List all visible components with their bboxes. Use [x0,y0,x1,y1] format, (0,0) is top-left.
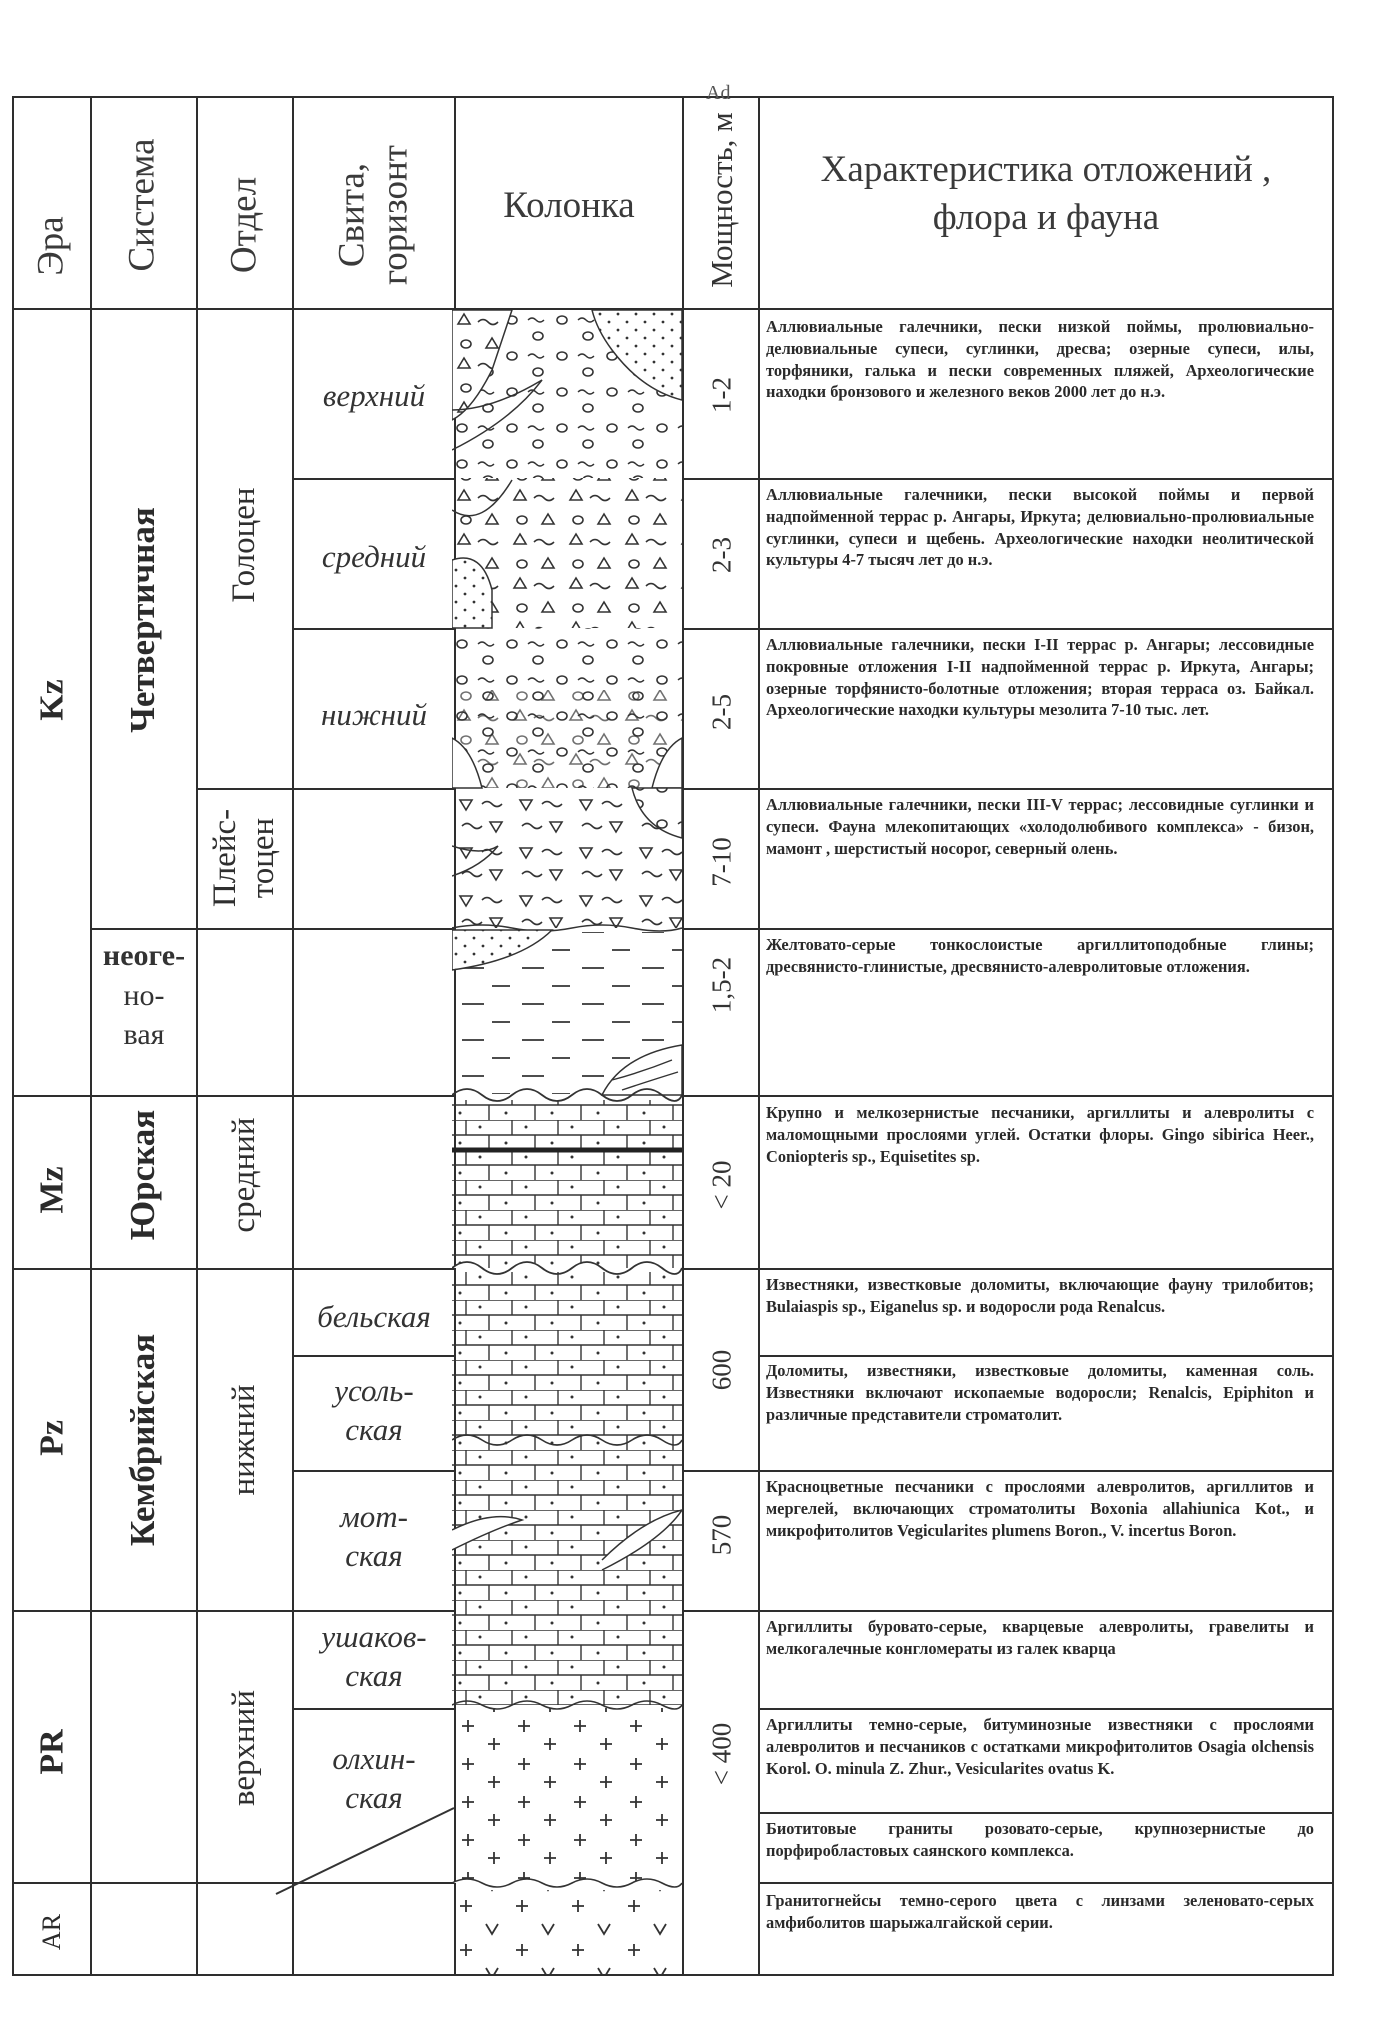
page-mark: Ad [706,82,731,104]
suite-divider-1 [292,478,456,480]
dept-holocene: Голоцен [226,487,263,603]
suite-usolskaya [294,1372,454,1450]
suite-motskaya-line2: ская [345,1537,403,1573]
suite-middle: средний [321,539,427,574]
table-border-left [12,96,14,1976]
desc-ar: Гранитогнейсы темно-серого цвета с линзами зеленовато-серых амфиболитов шарыжалгайской серии. [766,1891,1314,1932]
suite-belskaya: бельская [317,1299,431,1334]
col-line-1 [90,96,92,1976]
era-pz: Pz [33,1420,71,1456]
thick-divider-7 [682,1470,760,1472]
header-characteristic-line2: флора и фауна [932,197,1160,239]
system-divider-4 [90,1610,198,1612]
dept-pleistocene-line2: тоцен [245,817,281,899]
table-border-bottom [12,1974,1334,1976]
suite-divider-4 [292,928,456,930]
system-neogene-line3: вая [123,1018,165,1052]
col-line-5 [682,96,684,1976]
col-line-2 [196,96,198,1976]
system-divider-5 [90,1882,198,1884]
suite-divider-7 [292,1355,456,1357]
era-kz: Kz [33,679,71,721]
era-ar: AR [37,1913,67,1951]
era-pr: PR [33,1729,71,1775]
header-column: Колонка [503,185,635,226]
suite-olkhinskaya-line2: ская [345,1779,403,1815]
desc-motskaya: Красноцветные песчаники с прослоями алевролитов, аргиллитов и мергелей, включающих строматолиты Boxonia allahiunica Kot., и микрофитолитов Vegicularites plumens Boron., V. incertus Boron. [766,1477,1314,1540]
thick-cambrian-lower: 570 [706,1514,737,1556]
thick-middle: 2-3 [706,537,737,573]
era-divider-3 [12,1610,92,1612]
dept-divider-4 [196,1268,294,1270]
dept-divider-3 [196,1095,294,1097]
dept-divider-1 [196,788,294,790]
suite-divider-10 [292,1708,456,1710]
suite-ushakovskaya-line1: ушаков- [321,1619,427,1654]
lithology-column [452,310,682,1974]
desc-olkhinskaya: Аргиллиты темно-серые, битуминозные известняки с прослоями алевролитов и песчаников с остатками микрофитолитов Osagia olchensis Korol. O. minula Z. Zhur., Vesicularites ovatus K. [766,1715,1314,1778]
system-divider-3 [90,1268,198,1270]
suite-lower: нижний [320,697,428,732]
desc-granites: Биотитовые граниты розовато-серые, крупнозернистые до порфиробластовых саянского комплекса. [766,1819,1314,1860]
system-quaternary: Четвертичная [122,507,162,733]
thick-divider-1 [682,478,760,480]
era-divider-4 [12,1882,92,1884]
system-neogene-line2: но- [123,978,165,1012]
desc-divider-8 [758,1470,1334,1472]
thick-divider-3 [682,788,760,790]
suite-divider-9 [292,1610,456,1612]
header-era: Эра [30,216,72,276]
system-divider-2 [90,1095,198,1097]
suite-divider-6 [292,1268,456,1270]
desc-divider-6 [758,1268,1334,1270]
desc-divider-11 [758,1812,1334,1814]
dept-cambrian-lower: нижний [226,1384,263,1496]
system-neogene-line1: неоге- [102,939,186,972]
thick-neogene: 1,5-2 [706,956,737,1014]
dept-pleistocene [207,809,283,907]
desc-divider-12 [758,1882,1334,1884]
suite-usolskaya-line2: ская [345,1411,403,1447]
thick-divider-4 [682,928,760,930]
col-line-6 [758,96,760,1976]
suite-divider-5 [292,1095,456,1097]
desc-divider-7 [758,1355,1334,1357]
desc-divider-3 [758,788,1334,790]
suite-divider-3 [292,788,456,790]
desc-lower: Аллювиальные галечники, пески I-II террас р. Ангары; лессовидные покровные отложения I-II надпойменной террас р. Иркута, Ангары; озерные торфянисто-болотные отложения; вторая терраса оз. Байкал. Археологические находки культуры мезолита 7-10 тыс. лет. [766,635,1314,720]
dept-pr-upper: верхний [226,1689,263,1807]
header-suite [331,145,416,285]
dept-divider-2 [196,928,294,930]
desc-jurassic: Крупно и мелкозернистые песчаники, аргиллиты и алевролиты с маломощными прослоями углей. Остатки флоры. Gingo sibirica Heer., Coniopteris sp., Equisetites sp. [766,1103,1314,1166]
desc-divider-1 [758,478,1334,480]
system-neogene [94,936,194,1055]
desc-upper: Аллювиальные галечники, пески низкой поймы, пролювиально-делювиальные супеси, суглинки, дресва; озерные супеси, илы, торфяники, галька и пески современных пляжей, Археологические находки бронзового и железного веков 2000 лет до н.э. [766,317,1314,402]
desc-usolskaya: Доломиты, известняки, известковые доломиты, каменная соль. Известняки включают ископаемые водоросли; Renalcis, Epiphiton и различные представители строматолит. [766,1361,1314,1424]
thick-lower: 2-5 [706,694,737,730]
suite-ushakovskaya-line2: ская [345,1657,403,1693]
era-divider-1 [12,1095,92,1097]
suite-olkhinskaya [294,1740,454,1818]
desc-ushakovskaya: Аргиллиты буровато-серые, кварцевые алевролиты, гравелиты и мелкогалечные конгломераты из галек кварца [766,1617,1314,1658]
suite-divider-2 [292,628,456,630]
suite-upper: верхний [322,378,426,413]
suite-motskaya [294,1498,454,1576]
desc-divider-10 [758,1708,1334,1710]
thick-jurassic: < 20 [706,1160,737,1210]
thick-divider-6 [682,1268,760,1270]
era-mz: Mz [33,1166,71,1214]
thick-pr: < 400 [706,1722,737,1786]
desc-divider-5 [758,1095,1334,1097]
thick-upper: 1-2 [706,377,737,413]
desc-divider-9 [758,1610,1334,1612]
desc-belskaya: Известняки, известковые доломиты, включающие фауну трилобитов; Bulaiaspis sp., Eiganelus sp. и водоросли рода Renalcus. [766,1275,1314,1316]
desc-middle: Аллювиальные галечники, пески высокой поймы и первой надпойменной террас р. Ангары, Иркута; делювиально-пролювиальные суглинки, супеси и щебень. Археологические находки неолитической культуры 4-7 тысяч лет до н.э. [766,485,1314,570]
dept-pleistocene-line1: Плейс- [207,808,244,908]
suite-ushakovskaya [294,1618,454,1696]
dept-divider-5 [196,1610,294,1612]
header-suite-line1: Свита, [331,162,373,268]
system-cambrian: Кембрийская [122,1333,162,1547]
header-department: Отдел [223,176,265,274]
header-suite-line2: горизонт [374,145,415,285]
thick-divider-5 [682,1095,760,1097]
desc-divider-2 [758,628,1334,630]
table-border-top [12,96,1334,98]
suite-olkhinskaya-line1: олхин- [332,1741,416,1776]
system-jurassic: Юрская [122,1109,162,1241]
suite-divider-8 [292,1470,456,1472]
header-characteristic [760,146,1332,242]
header-system: Система [121,138,163,272]
system-divider-1 [90,928,198,930]
table-border-right [1332,96,1334,1976]
dept-jurassic-middle: средний [226,1117,263,1233]
thick-divider-8 [682,1610,760,1612]
era-divider-2 [12,1268,92,1270]
thick-divider-2 [682,628,760,630]
desc-neogene: Желтовато-серые тонкослоистые аргиллитоподобные глины; дресвянисто-глинистые, дресвянисто-алевролитовые отложения. [766,935,1314,976]
thick-pleistocene: 7-10 [706,837,737,887]
suite-motskaya-line1: мот- [340,1499,408,1534]
desc-pleistocene: Аллювиальные галечники, пески III-V террас; лессовидные суглинки и супеси. Фауна млекопитающих «холодолюбивого комплекса» - бизон, мамонт , шерстистый носорог, северный олень. [766,795,1314,858]
suite-usolskaya-line1: усоль- [334,1373,414,1408]
header-characteristic-line1: Характеристика отложений , [820,149,1272,190]
desc-divider-4 [758,928,1334,930]
thick-cambrian-upper: 600 [706,1349,737,1391]
header-thickness: Мощность, м [704,112,740,288]
